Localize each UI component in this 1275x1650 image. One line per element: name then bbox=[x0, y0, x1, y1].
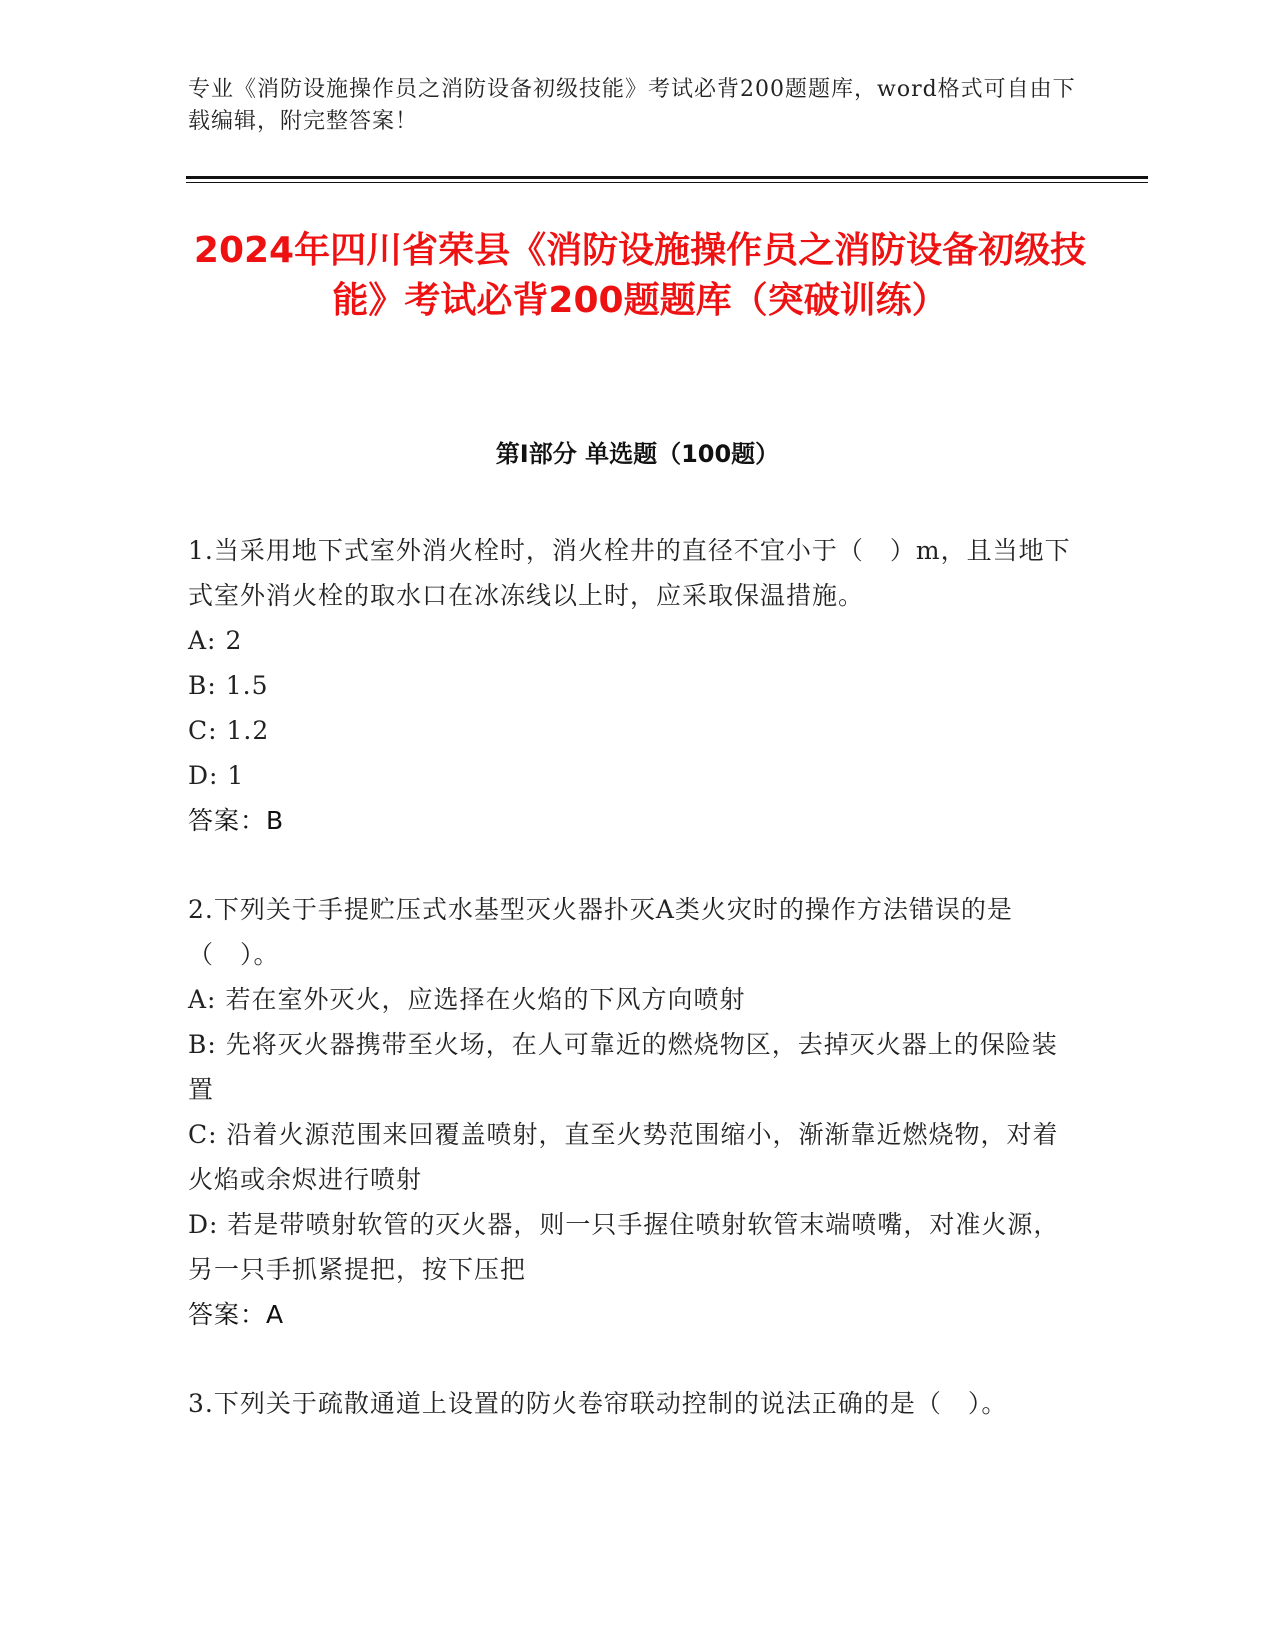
option-b bbox=[188, 663, 1083, 708]
option-letter: A: bbox=[188, 985, 217, 1014]
question-number: 3. bbox=[188, 1389, 214, 1418]
option-text: 沿着火源范围来回覆盖喷射，直至火势范围缩小，渐渐靠近燃烧物，对着火焰或余烬进行喷射 bbox=[188, 1120, 1059, 1194]
option-d bbox=[188, 1202, 1083, 1292]
question-stem bbox=[188, 1381, 1083, 1426]
option-b bbox=[188, 1022, 1083, 1112]
question-stem bbox=[188, 528, 1083, 618]
option-text: 若是带喷射软管的灭火器，则一只手握住喷射软管末端喷嘴，对准火源，另一只手抓紧提把，按下压把 bbox=[188, 1210, 1060, 1284]
question-text: 下列关于疏散通道上设置的防火卷帘联动控制的说法正确的是（ ）。 bbox=[213, 1389, 1008, 1418]
header-note: 专业《消防设施操作员之消防设备初级技能》考试必背200题题库，word格式可自由下载编辑，附完整答案！ bbox=[188, 77, 1076, 134]
question-number: 2. bbox=[188, 895, 214, 924]
option-text: 2 bbox=[225, 626, 243, 655]
answer-line: 答案：A bbox=[188, 1300, 285, 1329]
option-a bbox=[188, 618, 1083, 663]
question-2 bbox=[188, 887, 1083, 1337]
answer-line: 答案：B bbox=[188, 806, 285, 835]
option-text: 若在室外灭火，应选择在火焰的下风方向喷射 bbox=[225, 985, 746, 1014]
question-text: 当采用地下式室外消火栓时，消火栓井的直径不宜小于（ ）m，且当地下式室外消火栓的取水口在冰冻线以上时，应采取保温措施。 bbox=[188, 536, 1071, 610]
option-letter: A: bbox=[188, 626, 217, 655]
option-c bbox=[188, 708, 1083, 753]
option-text: 1 bbox=[227, 761, 245, 790]
question-1 bbox=[188, 528, 1083, 843]
option-letter: C: bbox=[188, 1120, 218, 1149]
option-text: 1.2 bbox=[226, 716, 270, 745]
option-d bbox=[188, 753, 1083, 798]
header-divider bbox=[186, 176, 1148, 179]
option-text: 1.5 bbox=[225, 671, 269, 700]
section-title: 第I部分 单选题（100题） bbox=[495, 440, 780, 468]
option-letter: C: bbox=[188, 716, 218, 745]
question-list bbox=[188, 528, 1083, 1470]
option-letter: B: bbox=[188, 1030, 217, 1059]
question-number: 1. bbox=[188, 536, 214, 565]
question-3 bbox=[188, 1381, 1083, 1426]
document-title: 2024年四川省荣县《消防设施操作员之消防设备初级技能》考试必背200题题库（突破训练） bbox=[193, 230, 1087, 321]
option-c bbox=[188, 1112, 1083, 1202]
option-a bbox=[188, 977, 1083, 1022]
header-divider-thin bbox=[186, 182, 1148, 183]
option-letter: B: bbox=[188, 671, 217, 700]
option-text: 先将灭火器携带至火场，在人可靠近的燃烧物区，去掉灭火器上的保险装置 bbox=[188, 1030, 1058, 1104]
option-letter: D: bbox=[188, 1210, 219, 1239]
question-text: 下列关于手提贮压式水基型灭火器扑灭A类火灾时的操作方法错误的是（ ）。 bbox=[188, 895, 1013, 969]
question-stem bbox=[188, 887, 1083, 977]
option-letter: D: bbox=[188, 761, 219, 790]
